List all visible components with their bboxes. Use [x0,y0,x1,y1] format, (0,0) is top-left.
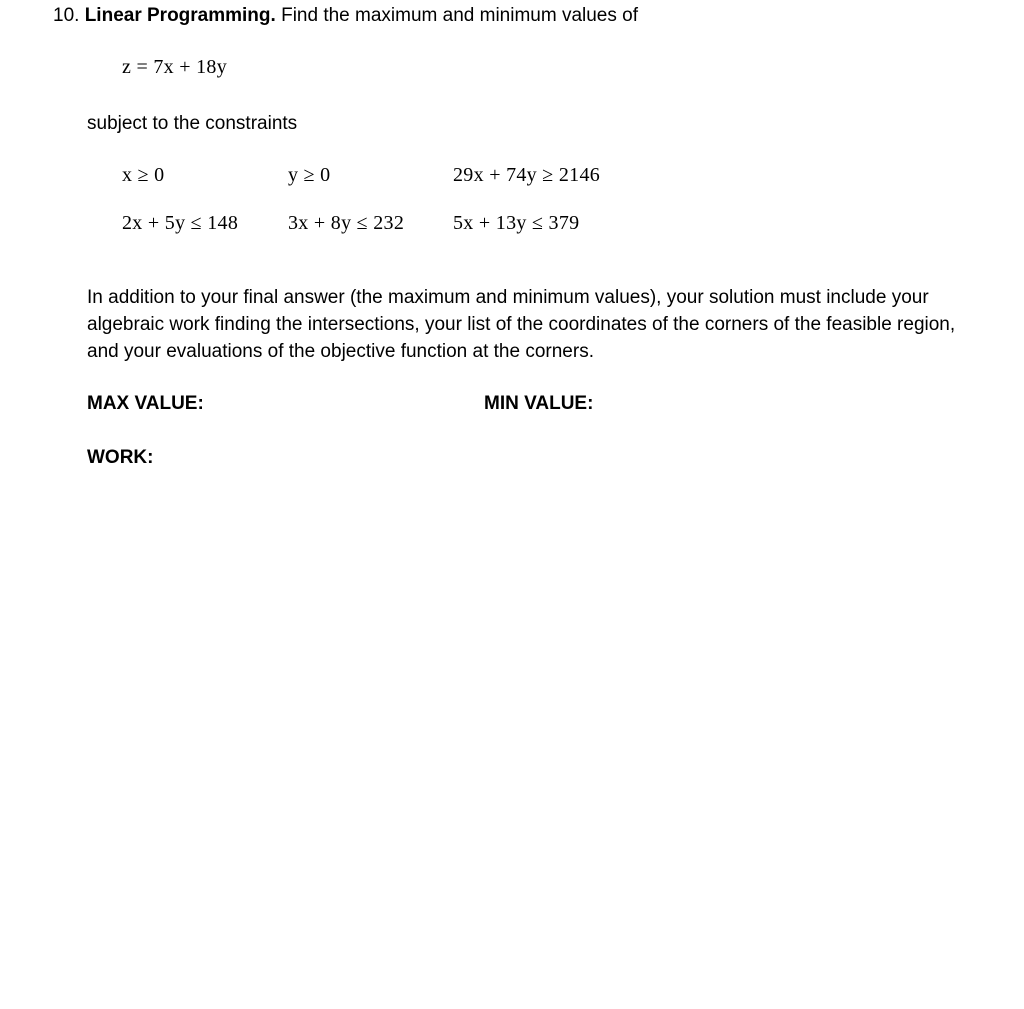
work-label: WORK: [87,447,154,468]
objective-function: z = 7x + 18y [122,56,228,78]
constraint-3: 29x + 74y ≥ 2146 [453,164,601,186]
problem-prompt: Find the maximum and minimum values of [281,5,639,26]
problem-title [53,6,638,25]
max-value-label: MAX VALUE: [87,393,204,414]
constraint-5: 3x + 8y ≤ 232 [288,212,405,234]
problem-number: 10. [53,5,80,26]
instructions-paragraph: In addition to your final answer (the maximum and minimum values), your solution must include your algebraic work finding the intersections, your list of the coordinates of the corners of the feasible region, and your evaluations of the objective function at the corners. [87,287,956,362]
min-value-label: MIN VALUE: [484,393,594,414]
problem-heading: Linear Programming. [84,5,276,26]
constraint-6: 5x + 13y ≤ 379 [453,212,580,234]
constraint-y-nonnegative: y ≥ 0 [288,164,331,186]
constraints-intro: subject to the constraints [87,113,298,134]
constraint-x-nonnegative: x ≥ 0 [122,164,165,186]
constraint-4: 2x + 5y ≤ 148 [122,212,239,234]
